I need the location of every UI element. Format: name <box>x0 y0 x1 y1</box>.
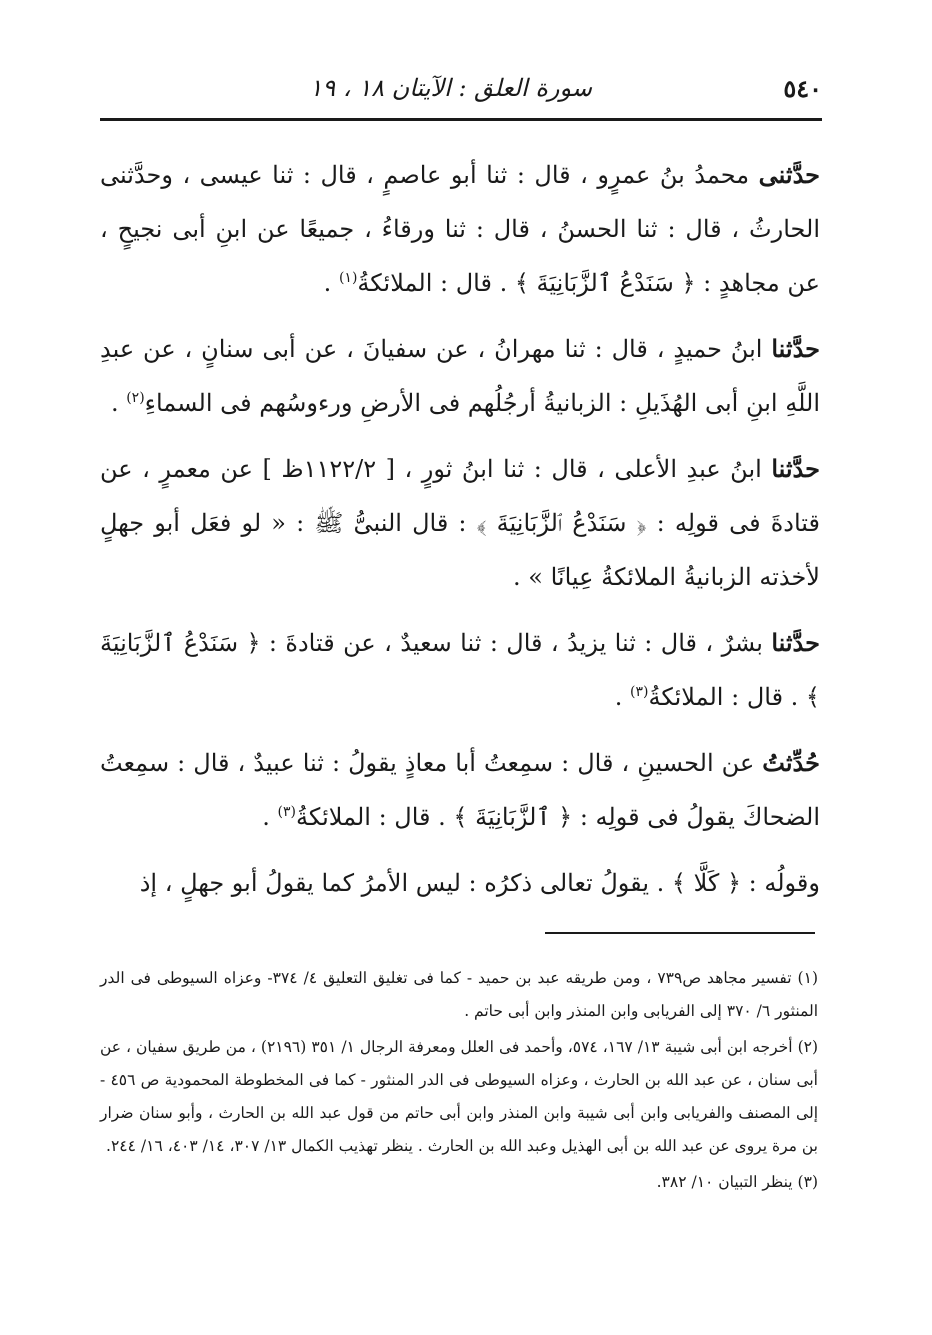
footnote: (١) تفسير مجاهد ص٧٣٩ ، ومن طريقه عبد بن حميد - كما فى تغليق التعليق ٤/ ٣٧٤- وعزاه السيوطى فى الدر المنثور ٦/ ٣٧٠ إلى الفريابى وابن المنذر وابن أبى حاتم . <box>100 969 818 1020</box>
paragraph-tail: . <box>614 683 631 711</box>
paragraph-lead: حدَّثنا <box>771 454 820 483</box>
paragraph-text: ابنُ حميدٍ ، قال : ثنا مهرانُ ، عن سفيانَ ، عن أبى سنانٍ ، عن عبدِ اللَّهِ ابنِ أبى الهُذَيلِ : الزبانيةُ أرجُلُهم فى الأرضِ ورءوسُهم فى السماءِ <box>100 335 820 417</box>
running-title: سورة العلق : الآيتان ١٨ ، ١٩ <box>309 74 592 102</box>
paragraph <box>100 856 820 910</box>
paragraph-lead: حدَّثنا <box>771 334 820 363</box>
paragraph <box>100 322 820 430</box>
paragraph-lead: حدَّثنى <box>758 160 820 189</box>
paragraph-text: ابنُ عبدِ الأعلى ، قال : ثنا ابنُ ثورٍ ، [ ١١٢٢/٢ظ ] عن معمرٍ ، عن قتادةَ فى قولِه : ﴿ سَنَدْعُ ٱلزَّبَانِيَةَ ﴾ : قال النبىُّ ﷺ : « لو فعَل أبو جهلٍ لأخذته الزبانيةُ الملائكةُ عِيانًا » . <box>100 455 820 591</box>
footnote: (٣) ينظر التبيان ١٠/ ٣٨٢. <box>656 1173 818 1191</box>
paragraph <box>100 736 820 844</box>
paragraph <box>100 442 820 604</box>
footnote-ref: (٣) <box>277 804 296 820</box>
header-rule <box>100 118 822 121</box>
footnote-ref: (٣) <box>630 684 649 700</box>
footnote-ref: (١) <box>338 270 358 286</box>
paragraph-tail: . <box>262 803 278 831</box>
paragraph-text: وقولُه : ﴿ كَلَّا ﴾ . يقولُ تعالى ذكرُه : ليس الأمرُ كما يقولُ أبو جهلٍ ، إذ <box>139 869 820 897</box>
paragraph-text: عن الحسينِ ، قال : سمِعتُ أبا معاذٍ يقولُ : ثنا عبيدٌ ، قال : سمِعتُ الضحاكَ يقولُ فى قولِه : ﴿ ٱلزَّبَانِيَةَ ﴾ . قال : الملائكةُ <box>100 749 820 831</box>
footnote: (٢) أخرجه ابن أبى شيبة ١٣/ ١٦٧، ٥٧٤، وأحمد فى العلل ومعرفة الرجال ١/ ٣٥١ (٢١٩٦) ، من طريق سفيان ، عن أبى سنان ، عن عبد الله بن الحارث ، وعزاه السيوطى فى الدر المنثور - كما فى المخطوطة المحمودية ص ٤٥٦ - إلى المصنف والفريابى وابن أبى شيبة وابن المنذر وابن أبى حاتم من قول عبد الله بن الحارث ، وأبو سنان ضرار بن مرة يروى عن عبد الله بن أبى الهذيل وعبد الله بن الحارث . ينظر تهذيب الكمال ١٣/ ٣٠٧، ١٤/ ٤٠٣، ١٦/ ٢٤٤. <box>100 1038 819 1155</box>
paragraph-lead: حُدِّثتُ <box>762 748 820 777</box>
footnote-ref: (٢) <box>126 390 145 406</box>
main-text <box>100 148 820 922</box>
page-number: ٥٤٠ <box>783 74 822 103</box>
paragraph-tail: . <box>323 269 339 297</box>
paragraph-tail: . <box>110 389 127 417</box>
paragraph-lead: حدَّثنا <box>771 628 820 657</box>
paragraph-text: محمدُ بنُ عمرٍو ، قال : ثنا أبو عاصمٍ ، قال : ثنا عيسى ، وحدَّثنى الحارثُ ، قال : ثنا الحسنُ ، قال : ثنا ورقاءُ ، جميعًا عن ابنِ أبى نجيحٍ ، عن مجاهدٍ : ﴿ سَنَدْعُ ٱلزَّبَانِيَةَ ﴾ . قال : الملائكةُ <box>100 161 820 297</box>
paragraph-text: بشرٌ ، قال : ثنا يزيدُ ، قال : ثنا سعيدٌ ، عن قتادةَ : ﴿ سَنَدْعُ ٱلزَّبَانِيَةَ ﴾ . قال : الملائكةُ <box>100 629 820 711</box>
footnotes <box>100 962 818 1202</box>
page-header <box>100 70 822 114</box>
paragraph <box>100 148 820 310</box>
footnote-separator <box>545 932 815 934</box>
paragraph <box>100 616 820 724</box>
